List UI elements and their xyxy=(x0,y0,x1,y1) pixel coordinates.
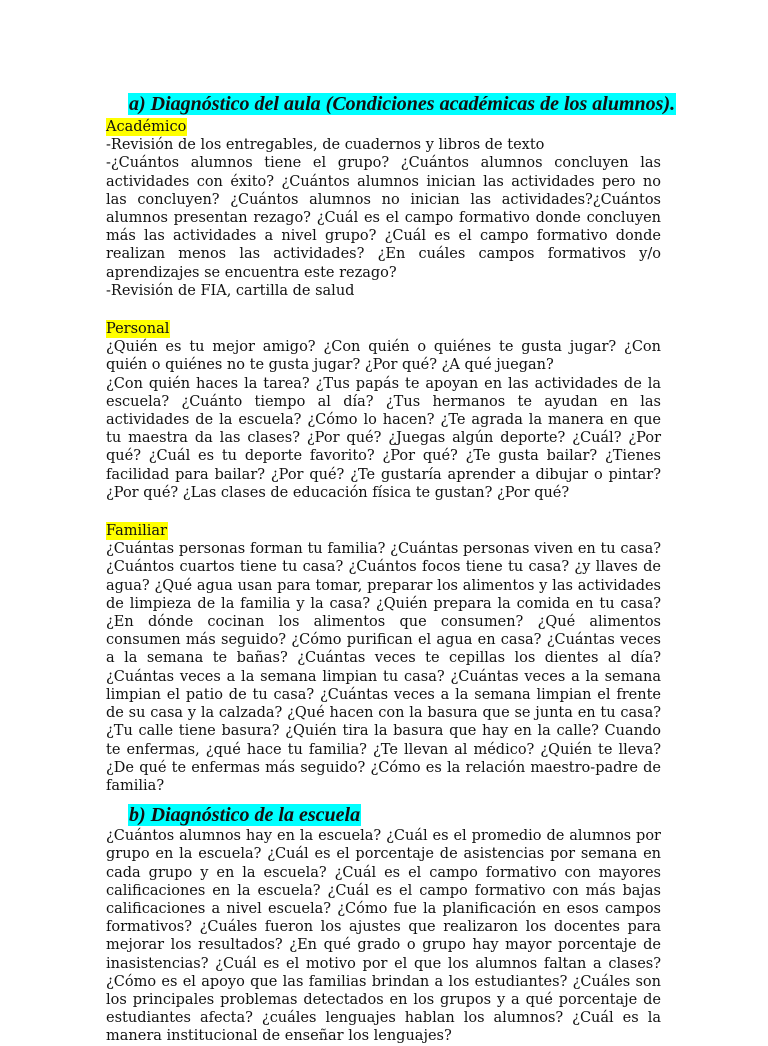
spacer xyxy=(106,300,661,318)
section-b-title: b) Diagnóstico de la escuela xyxy=(129,804,361,827)
familiar-section xyxy=(106,520,661,795)
academico-section xyxy=(106,116,661,300)
academico-paragraph: -¿Cuántos alumnos tiene el grupo? ¿Cuántos alumnos concluyen las actividades con éxito? ¿Cuántos alumnos inician las actividades pero no las concluyen? ¿Cuántos alumnos no inician las actividades?¿Cuántos alumnos presentan rezago? ¿Cuál es el campo formativo donde concluyen más las actividades a nivel grupo? ¿Cuál es el campo formativo donde realizan menos las actividades? ¿En cuáles campos formativos y/o aprendizajes se encuentra este rezago? xyxy=(106,155,661,281)
familiar-paragraph: ¿Cuántas personas forman tu familia? ¿Cuántas personas viven en tu casa? ¿Cuántos cuartos tiene tu casa? ¿Cuántos focos tiene tu casa? ¿y llaves de agua? ¿Qué agua usan para tomar, preparar los alimentos y las actividades de limpieza de la familia y la casa? ¿Quién prepara la comida en tu casa? ¿En dónde cocinan los alimentos que consumen? ¿Qué alimentos consumen más seguido? ¿Cómo purifican el agua en casa? ¿Cuántas veces a la semana te bañas? ¿Cuántas veces te cepillas los dientes al día? ¿Cuántas veces a la semana limpian tu casa? ¿Cuántas veces a la semana limpian el patio de tu casa? ¿Cuántas veces a la semana limpian el frente de su casa y la calzada? ¿Qué hacen con la basura que se junta en tu casa? ¿Tu calle tiene basura? ¿Quién tira la basura que hay en la calle? Cuando te enfermas, ¿qué hace tu familia? ¿Te llevan al médico? ¿Quién te lleva? ¿De qué te enfermas más seguido? ¿Cómo es la relación maestro-padre de familia? xyxy=(106,541,661,794)
section-a-heading xyxy=(106,92,676,116)
personal-label: Personal xyxy=(106,321,170,338)
academico-label: Académico xyxy=(106,119,187,135)
escuela-section xyxy=(106,827,661,1045)
section-a-title: a) Diagnóstico del aula (Condiciones académicas de los alumnos). xyxy=(129,93,676,115)
personal-paragraph-2: ¿Con quién haces la tarea? ¿Tus papás te apoyan en las actividades de la escuela? ¿Cuánto tiempo al día? ¿Tus hermanos te ayudan en las actividades de la escuela? ¿Cómo lo hacen? ¿Te agrada la manera en que tu maestra da las clases? ¿Por qué? ¿Juegas algún deporte? ¿Cuál? ¿Por qué? ¿Cuál es tu deporte favorito? ¿Por qué? ¿Te gusta bailar? ¿Tienes facilidad para bailar? ¿Por qué? ¿Te gustaría aprender a dibujar o pintar? ¿Por qué? ¿Las clases de educación física te gustan? ¿Por qué? xyxy=(106,375,661,501)
academico-line-1: -Revisión de los entregables, de cuadernos y libros de texto xyxy=(106,137,545,154)
personal-section xyxy=(106,318,661,502)
section-b-heading xyxy=(106,803,661,827)
personal-paragraph-1: ¿Quién es tu mejor amigo? ¿Con quién o quiénes te gusta jugar? ¿Con quién o quiénes no te gusta jugar? ¿Por qué? ¿A qué juegan? xyxy=(106,339,661,374)
spacer xyxy=(106,502,661,520)
document-page xyxy=(106,92,676,1046)
escuela-paragraph: ¿Cuántos alumnos hay en la escuela? ¿Cuál es el promedio de alumnos por grupo en la escuela? ¿Cuál es el porcentaje de asistencias por semana en cada grupo y en la escuela? ¿Cuál es el campo formativo con mayores calificaciones en la escuela? ¿Cuál es el campo formativo con más bajas calificaciones a nivel escuela? ¿Cómo fue la planificación en esos campos formativos? ¿Cuáles fueron los ajustes que realizaron los docentes para mejorar los resultados? ¿En qué grado o grupo hay mayor porcentaje de inasistencias? ¿Cuál es el motivo por el que los alumnos faltan a clases? ¿Cómo es el apoyo que las familias brindan a los estudiantes? ¿Cuáles son los principales problemas detectados en los grupos y a qué porcentaje de estudiantes afecta? ¿cuáles lenguajes hablan los alumnos? ¿Cuál es la manera institucional de enseñar los lenguajes? xyxy=(106,828,661,1045)
familiar-label: Familiar xyxy=(106,523,167,540)
academico-line-2: -Revisión de FIA, cartilla de salud xyxy=(106,282,355,299)
